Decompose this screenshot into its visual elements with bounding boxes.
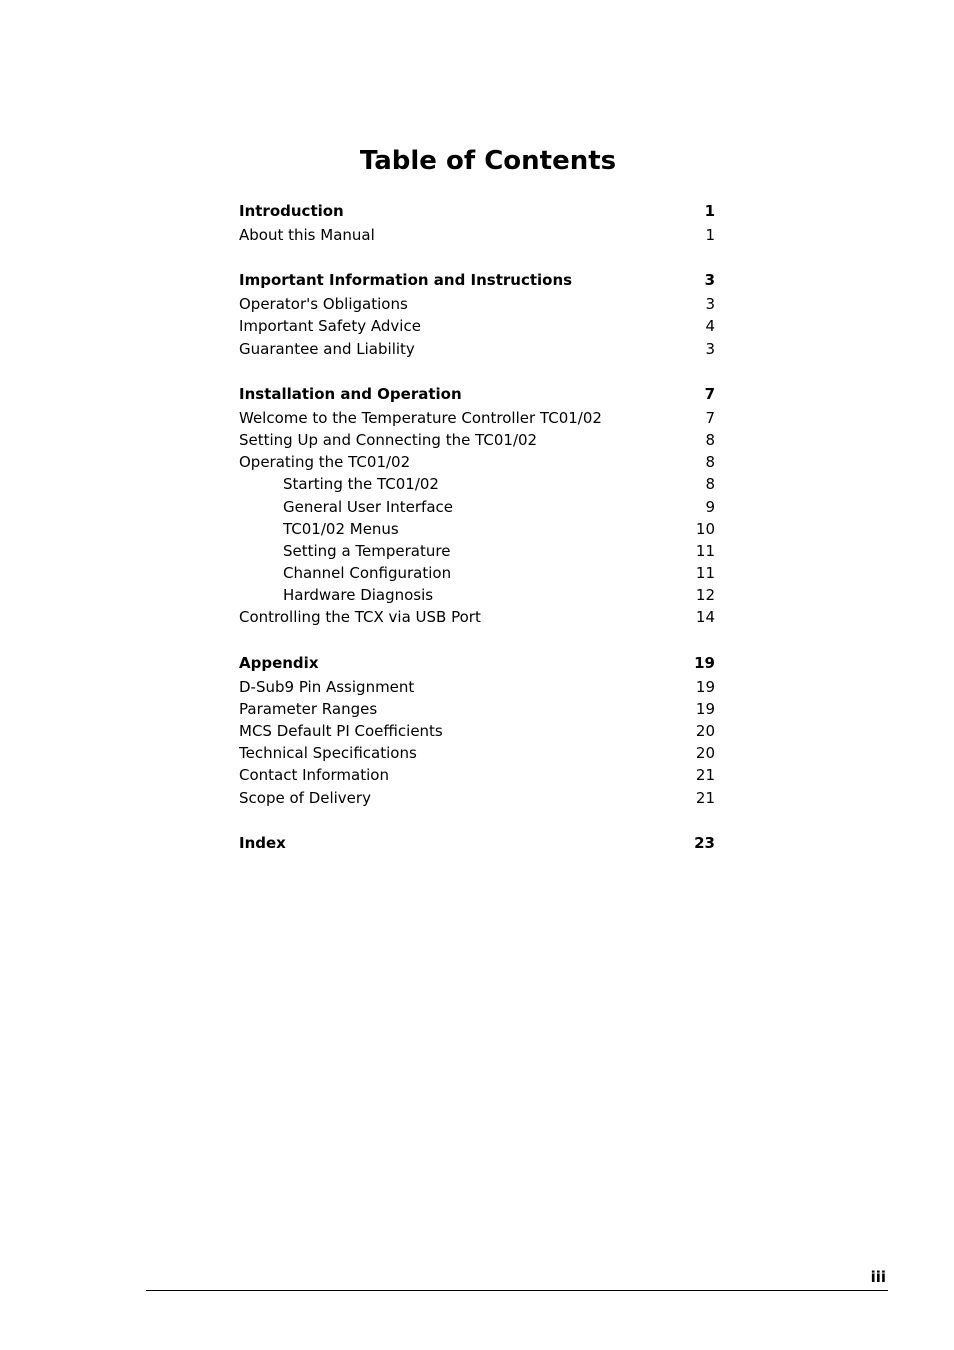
toc-subentry[interactable] — [239, 584, 715, 606]
toc-subentry[interactable] — [239, 496, 715, 518]
toc-heading-label: Appendix — [239, 653, 319, 672]
toc-heading[interactable] — [239, 652, 715, 676]
toc-entry-page: 4 — [705, 317, 715, 336]
toc-entry[interactable] — [239, 676, 715, 698]
toc-entry-page: 11 — [695, 541, 715, 560]
footer-page-number: iii — [870, 1268, 886, 1286]
toc-entry[interactable] — [239, 720, 715, 742]
toc-entry[interactable] — [239, 293, 715, 315]
toc-heading[interactable] — [239, 269, 715, 293]
toc-entry-label: MCS Default PI Coefficients — [239, 722, 443, 740]
toc-entry-page: 7 — [705, 408, 715, 427]
toc-section-introduction — [239, 200, 715, 246]
toc-entry-label: Setting Up and Connecting the TC01/02 — [239, 430, 538, 449]
table-of-contents — [239, 200, 715, 879]
toc-entry-label: Channel Configuration — [283, 564, 452, 583]
toc-entry-page: 20 — [695, 744, 715, 763]
toc-heading-label: Important Information and Instructions — [239, 271, 573, 290]
page-title: Table of Contents — [359, 146, 617, 176]
toc-entry[interactable] — [239, 224, 715, 246]
toc-entry-page: 12 — [695, 586, 715, 605]
toc-entry[interactable] — [239, 606, 715, 628]
toc-entry-label: Parameter Ranges — [239, 699, 378, 718]
toc-entry[interactable] — [239, 451, 715, 473]
toc-entry-label: Guarantee and Liability — [239, 339, 415, 358]
toc-entry-page: 19 — [695, 699, 715, 718]
footer-divider — [146, 1290, 888, 1291]
toc-heading-page: 3 — [704, 271, 715, 290]
toc-entry-label: D-Sub9 Pin Assignment — [239, 677, 415, 696]
toc-entry[interactable] — [239, 315, 715, 337]
toc-section-appendix — [239, 652, 715, 809]
toc-entry-page: 10 — [695, 519, 715, 538]
toc-subentry[interactable] — [239, 540, 715, 562]
toc-heading-page: 19 — [694, 653, 715, 672]
toc-entry-label: Technical Specifications — [239, 744, 417, 763]
toc-entry-label: Welcome to the Temperature Controller TC01/02 — [239, 408, 602, 427]
toc-entry-page: 3 — [705, 295, 715, 314]
toc-entry-label: Setting a Temperature — [283, 541, 451, 560]
toc-entry-page: 8 — [705, 453, 715, 472]
toc-entry-label: About this Manual — [239, 226, 375, 244]
toc-entry[interactable] — [239, 742, 715, 764]
toc-entry[interactable] — [239, 764, 715, 786]
toc-heading-page: 7 — [704, 384, 715, 403]
toc-entry-label: Operator's Obligations — [239, 295, 408, 314]
toc-section-index — [239, 832, 715, 856]
toc-entry[interactable] — [239, 338, 715, 360]
toc-subentry[interactable] — [239, 562, 715, 584]
toc-entry-label: Controlling the TCX via USB Port — [239, 608, 481, 627]
toc-section-installation-and-operation — [239, 383, 715, 629]
toc-entry-label: Important Safety Advice — [239, 317, 421, 336]
toc-entry-label: General User Interface — [283, 497, 453, 516]
toc-entry[interactable] — [239, 429, 715, 451]
toc-entry-page: 9 — [705, 497, 715, 516]
toc-heading-page: 23 — [694, 833, 715, 852]
toc-entry[interactable] — [239, 407, 715, 429]
toc-entry-page: 3 — [705, 339, 715, 358]
toc-heading[interactable] — [239, 200, 715, 224]
toc-entry-page: 8 — [705, 475, 715, 494]
toc-entry-page: 1 — [705, 226, 715, 244]
toc-entry-label: Starting the TC01/02 — [283, 475, 439, 494]
toc-heading-page: 1 — [704, 202, 715, 220]
toc-entry[interactable] — [239, 698, 715, 720]
toc-heading[interactable] — [239, 383, 715, 407]
toc-entry[interactable] — [239, 787, 715, 809]
toc-entry-page: 20 — [695, 722, 715, 740]
toc-heading[interactable] — [239, 832, 715, 856]
toc-entry-label: Scope of Delivery — [239, 788, 371, 807]
toc-entry-page: 8 — [705, 430, 715, 449]
toc-entry-page: 11 — [695, 564, 715, 583]
toc-entry-page: 21 — [695, 766, 715, 785]
toc-entry-label: TC01/02 Menus — [283, 519, 399, 538]
toc-entry-label: Contact Information — [239, 766, 389, 785]
toc-entry-label: Hardware Diagnosis — [283, 586, 434, 605]
toc-subentry[interactable] — [239, 518, 715, 540]
toc-entry-page: 19 — [695, 677, 715, 696]
toc-heading-label: Installation and Operation — [239, 384, 462, 403]
toc-entry-page: 21 — [695, 788, 715, 807]
toc-entry-label: Operating the TC01/02 — [239, 453, 411, 472]
toc-subentry[interactable] — [239, 473, 715, 495]
toc-heading-label: Introduction — [239, 202, 344, 220]
toc-heading-label: Index — [239, 833, 286, 852]
toc-section-important-information — [239, 269, 715, 360]
toc-entry-page: 14 — [695, 608, 715, 627]
